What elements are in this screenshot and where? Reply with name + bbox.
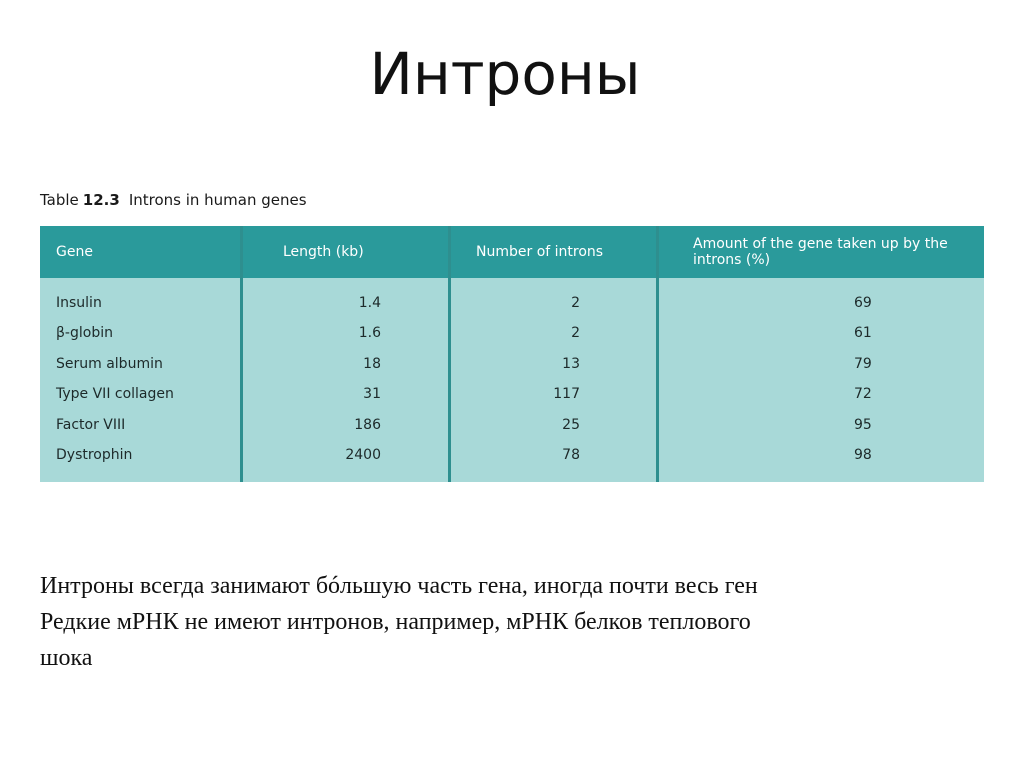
cell-gene: Serum albumin — [40, 349, 242, 380]
slide-title: Интроны — [369, 40, 641, 108]
cell-amount: 72 — [854, 386, 872, 403]
body-line: Редкие мРНК не имеют интронов, например, мРНК белков теплового — [40, 609, 751, 635]
table-row — [40, 349, 984, 380]
cell-gene: Factor VIII — [40, 410, 242, 441]
cell-length: 2400 — [242, 440, 450, 482]
table-caption-prefix: Table — [40, 191, 79, 209]
table-caption-title: Introns in human genes — [128, 191, 307, 209]
cell-gene: Dystrophin — [40, 440, 242, 482]
cell-gene: β-globin — [40, 318, 242, 349]
cell-length: 18 — [242, 349, 450, 380]
column-header-number-of-introns: Number of introns — [450, 226, 658, 278]
cell-amount: 95 — [854, 416, 872, 433]
table-row — [40, 410, 984, 441]
table-row — [40, 440, 984, 482]
cell-introns: 2 — [450, 278, 658, 318]
cell-introns: 2 — [450, 318, 658, 349]
cell-introns: 78 — [450, 440, 658, 482]
column-header-amount: Amount of the gene taken up by the introns (%) — [693, 236, 948, 268]
column-header-length: Length (kb) — [242, 226, 450, 278]
body-line: шока — [40, 645, 93, 671]
cell-amount: 61 — [854, 325, 872, 342]
table-row — [40, 278, 984, 318]
cell-amount: 69 — [854, 295, 872, 311]
introns-table — [40, 226, 984, 482]
cell-amount: 98 — [854, 447, 872, 463]
cell-gene: Insulin — [40, 278, 242, 318]
table-caption-number: 12.3 — [82, 191, 120, 209]
body-text — [40, 568, 940, 676]
table-row — [40, 379, 984, 410]
table-header-row — [40, 226, 984, 278]
cell-introns: 117 — [450, 379, 658, 410]
body-line: Интроны всегда занимают бóльшую часть гена, иногда почти весь ген — [40, 573, 758, 599]
cell-introns: 13 — [450, 349, 658, 380]
cell-gene: Type VII collagen — [40, 379, 242, 410]
cell-length: 1.4 — [242, 278, 450, 318]
table-caption — [40, 191, 307, 209]
column-header-gene: Gene — [40, 226, 242, 278]
cell-introns: 25 — [450, 410, 658, 441]
cell-amount: 79 — [854, 355, 872, 372]
table-row — [40, 318, 984, 349]
cell-length: 186 — [242, 410, 450, 441]
cell-length: 1.6 — [242, 318, 450, 349]
cell-length: 31 — [242, 379, 450, 410]
